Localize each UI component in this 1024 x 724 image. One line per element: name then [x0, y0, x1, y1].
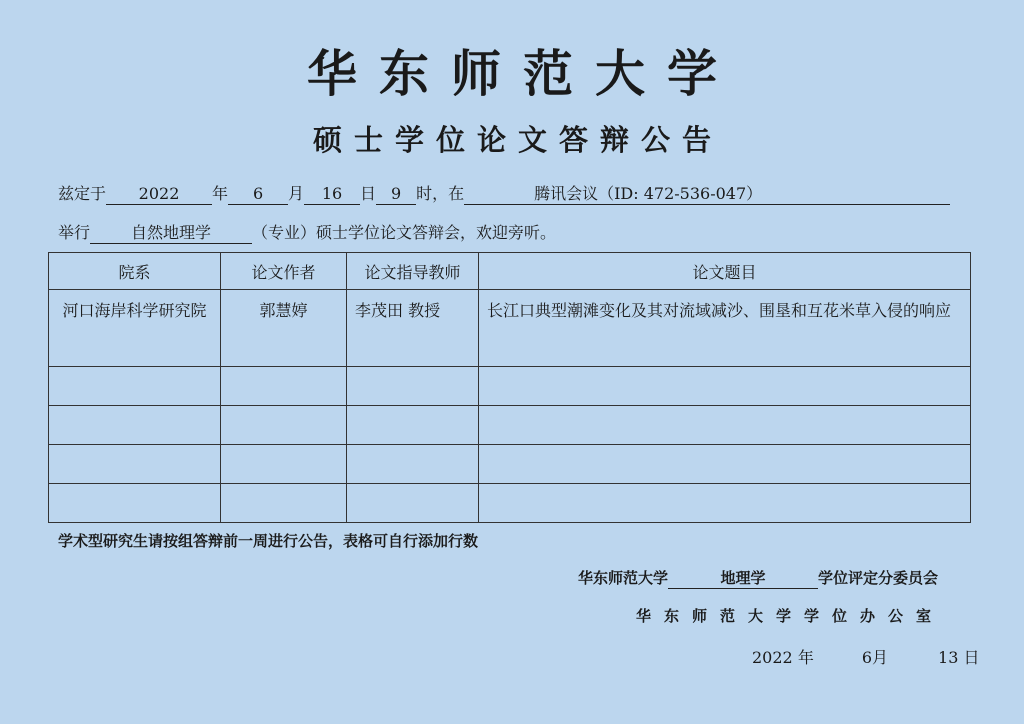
footnote: 学术型研究生请按组答辩前一周进行公告，表格可自行添加行数: [58, 532, 479, 550]
date-year: 2022: [752, 648, 793, 667]
major-suffix: （专业）硕士学位论文答辩会，欢迎旁听。: [252, 223, 557, 242]
held-prefix: 举行: [58, 223, 91, 242]
advisor-text: 李茂田 教授: [355, 301, 441, 320]
hour-field: 9: [376, 184, 416, 205]
year-field: 2022: [106, 184, 212, 205]
cell-thesis-title: [479, 290, 971, 367]
committee-suffix: 学位评定分委员会: [818, 569, 939, 587]
month-unit: 月: [288, 184, 305, 203]
degree-office: 华东师范大学学位办公室: [636, 607, 945, 625]
cell-department: [49, 290, 221, 367]
month-field: 6: [228, 184, 288, 205]
schedule-prefix: 兹定于: [58, 184, 107, 203]
venue-text: 腾讯会议（ID: 472-536-047）: [534, 184, 763, 203]
thesis-title-text: 长江口典型潮滩变化及其对流域减沙、围垦和互花米草入侵的响应: [487, 301, 952, 320]
major-field: 自然地理学: [90, 223, 252, 244]
day-unit: 日: [360, 184, 377, 203]
issue-date: [752, 645, 980, 668]
university-title: 华东师范大学: [307, 45, 739, 103]
committee-line: [578, 567, 938, 589]
committee-prefix: 华东师范大学: [578, 569, 669, 587]
venue-field: [464, 184, 950, 205]
date-day-unit: 日: [963, 648, 980, 667]
defense-line: [58, 222, 556, 244]
table-row-empty: [49, 445, 971, 484]
header-author: 论文作者: [221, 253, 347, 290]
header-advisor: 论文指导教师: [347, 253, 479, 290]
hour-unit: 时，在: [416, 184, 465, 203]
date-month-unit: 月: [872, 648, 889, 667]
table-row-empty: [49, 484, 971, 523]
announcement-title: 硕士学位论文答辩公告: [312, 123, 723, 157]
header-department: 院系: [49, 253, 221, 290]
department-text: 河口海岸科学研究院: [62, 301, 207, 320]
date-year-unit: 年: [797, 648, 814, 667]
defense-table: [48, 252, 971, 523]
cell-advisor: [347, 290, 479, 367]
date-day: 13: [938, 648, 959, 667]
header-thesis-title: 论文题目: [479, 253, 971, 290]
table-header-row: [49, 253, 971, 290]
author-text: 郭慧婷: [259, 301, 308, 320]
committee-discipline: 地理学: [668, 568, 818, 589]
table-row: [49, 290, 971, 367]
cell-author: [221, 290, 347, 367]
day-field: 16: [304, 184, 360, 205]
year-unit: 年: [212, 184, 229, 203]
table-row-empty: [49, 406, 971, 445]
table-row-empty: [49, 367, 971, 406]
date-month: 6: [861, 648, 873, 667]
schedule-line: [58, 183, 950, 205]
